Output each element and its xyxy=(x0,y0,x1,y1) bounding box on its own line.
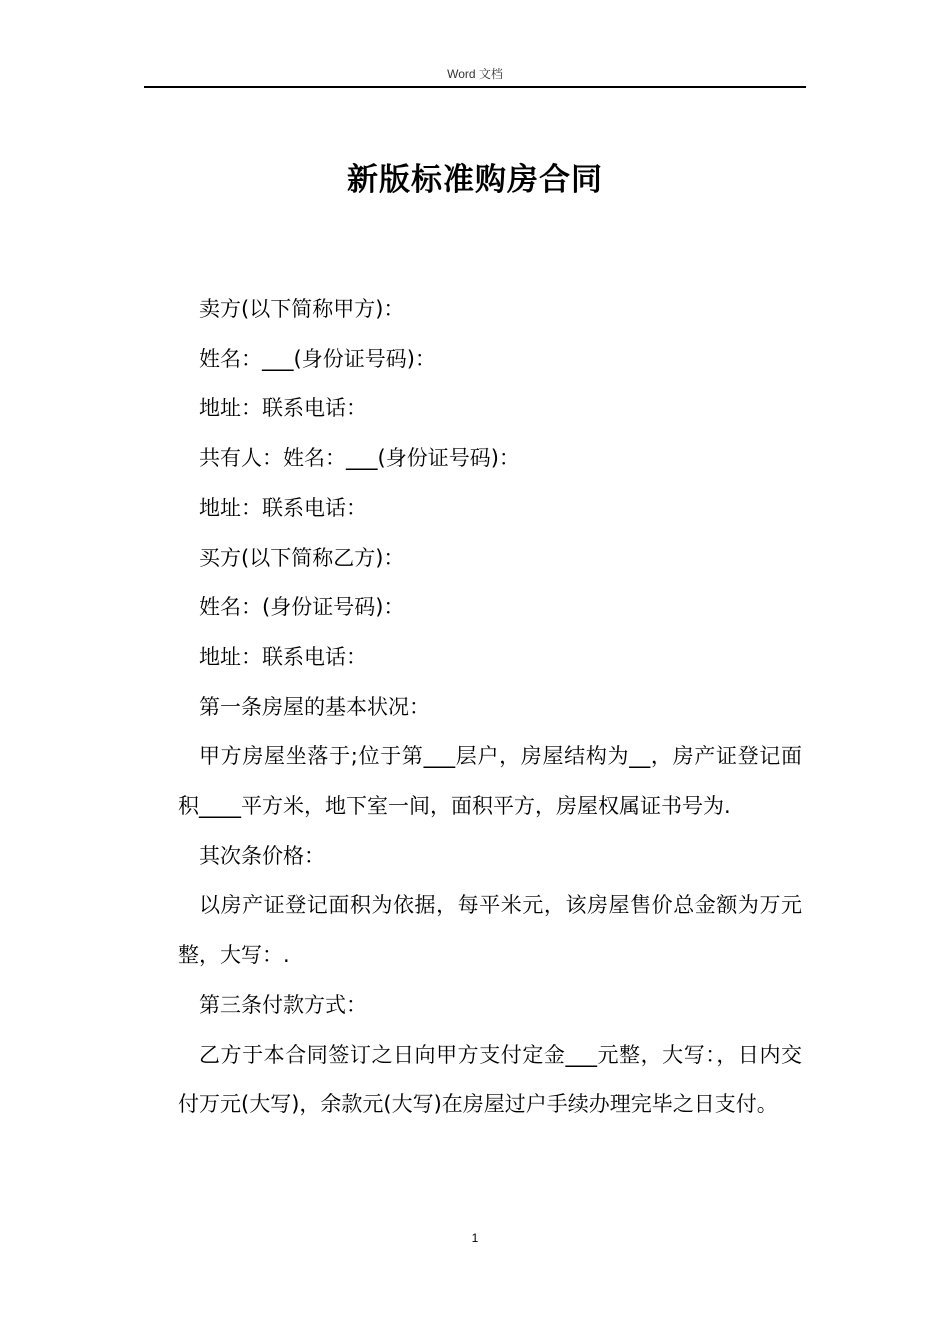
paragraph-seller: 卖方(以下简称甲方)： xyxy=(199,297,405,321)
paragraph-seller-name: 姓名：___(身份证号码)： xyxy=(199,346,436,371)
paragraph-article-1-body: 甲方房屋坐落于;位于第___层户，房屋结构为__，房产证登记面积____平方米，地下室一间，面积平方，房屋权属证书号为. xyxy=(178,744,802,819)
paragraph-article-1-heading: 第一条房屋的基本状况： xyxy=(199,694,430,719)
paragraph-buyer: 买方(以下简称乙方)： xyxy=(199,545,405,570)
paragraph-buyer-address: 地址：联系电话： xyxy=(199,644,367,669)
page-header: Word 文档 xyxy=(447,67,503,81)
paragraph-co-owner-address: 地址：联系电话： xyxy=(199,495,367,520)
paragraph-article-3-body: 乙方于本合同签订之日向甲方支付定金___元整，大写：，日内交付万元(大写)，余款元(大写)在房屋过户手续办理完毕之日支付。 xyxy=(178,1042,802,1117)
paragraph-article-3-heading: 第三条付款方式： xyxy=(199,992,367,1017)
page-number: 1 xyxy=(471,1231,479,1245)
paragraph-co-owner-name: 共有人：姓名：___(身份证号码)： xyxy=(199,446,520,471)
paragraph-article-2-body: 以房产证登记面积为依据，每平米元，该房屋售价总金额为万元整，大写：. xyxy=(178,893,802,968)
document-title: 新版标准购房合同 xyxy=(347,162,603,198)
paragraph-buyer-name: 姓名：(身份证号码)： xyxy=(199,595,405,620)
document-body xyxy=(178,285,802,1130)
paragraph-seller-address: 地址：联系电话： xyxy=(199,396,367,421)
header-rule xyxy=(144,86,806,88)
paragraph-article-2-heading: 其次条价格： xyxy=(199,843,325,868)
